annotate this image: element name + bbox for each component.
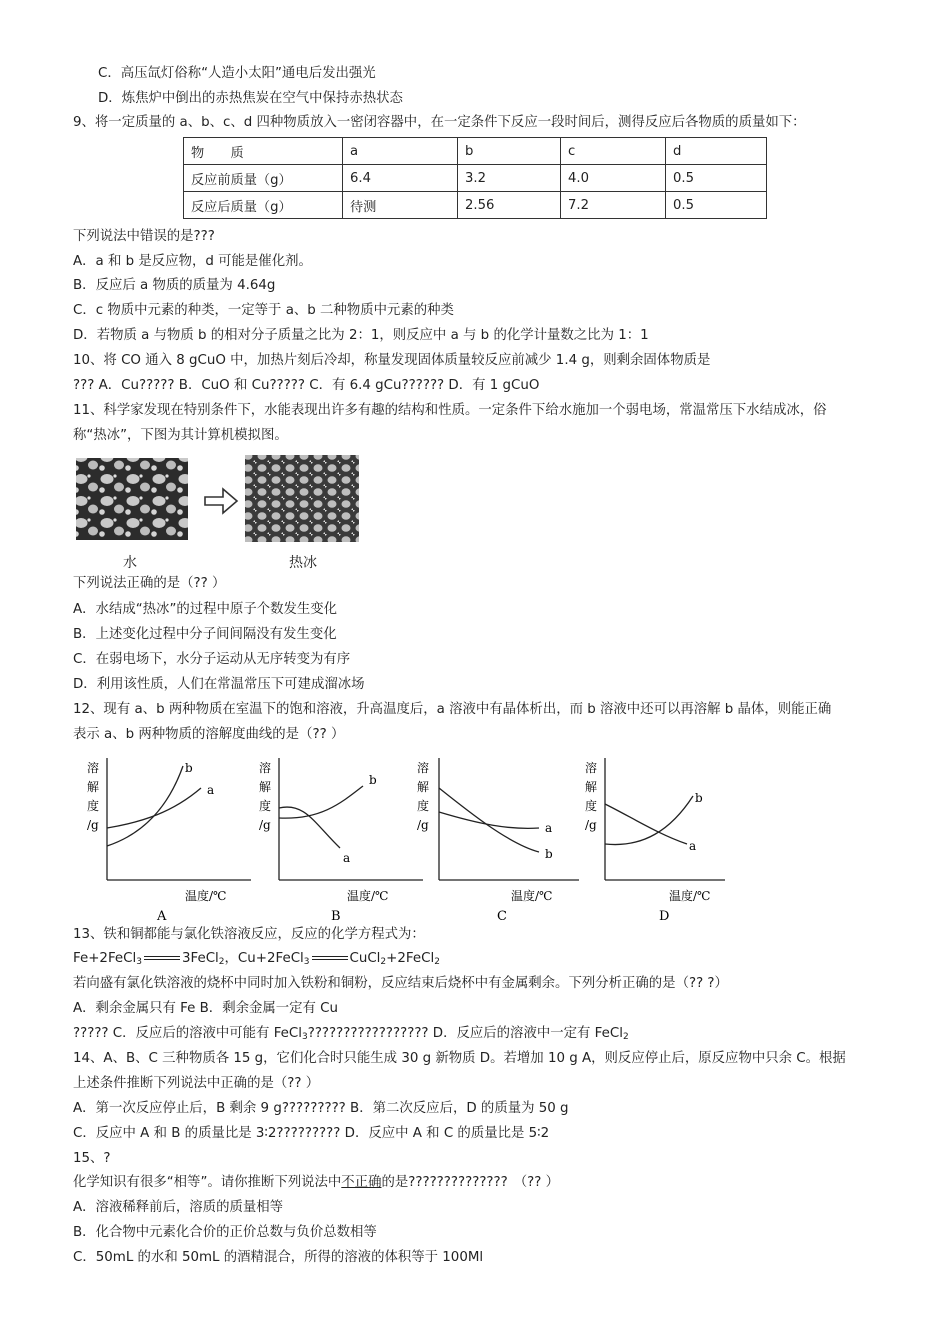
graph-a [87, 758, 251, 924]
q13-stem: 13、铁和铜都能与氯化铁溶液反应，反应的化学方程式为： [73, 927, 425, 942]
equals-sign [144, 956, 180, 960]
eq2-left: Cu+2FeCl [237, 951, 304, 966]
graph-y-label: /g [87, 818, 99, 832]
hot-ice-figure-svg [73, 450, 373, 575]
q13-question: 若向盛有氯化铁溶液的烧杯中同时加入铁粉和铜粉，反应结束后烧杯中有金属剩余。下列分析正确的是（?? ?） [73, 976, 728, 991]
eq1-sub: 2 [218, 957, 225, 967]
graph-y-label: 解 [585, 780, 598, 794]
graph-y-label: 度 [417, 799, 430, 813]
hot-ice-simulation-image [245, 455, 359, 542]
curve-a-label: a [343, 851, 351, 865]
graph-y-label: 溶 [585, 761, 598, 775]
q15-option-c: C．50mL 的水和 50mL 的酒精混合，所得的溶液的体积等于 100Ml [73, 1250, 484, 1265]
arrow-right-icon [205, 489, 237, 513]
q9-option-a: A．a 和 b 是反应物，d 可能是催化剂。 [73, 254, 312, 269]
q9-option-b: B．反应后 a 物质的质量为 4.64g [73, 278, 276, 293]
water-label: 水 [123, 555, 137, 571]
q10-options: ??? A．Cu????? B．CuO 和 Cu????? C．有 6.4 gCu?????? D．有 1 gCuO [73, 378, 540, 393]
q12-stem-line1: 12、现有 a、b 两种物质在室温下的饱和溶液，升高温度后，a 溶液中有晶体析出，而 b 溶液中还可以再溶解 b 晶体，则能正确 [73, 702, 832, 717]
graph-option-label: A [157, 909, 167, 924]
eq1-sub: 3 [136, 957, 142, 967]
q9-option-c: C．c 物质中元素的种类，一定等于 a、b 二种物质中元素的种类 [73, 303, 454, 318]
q9-option-d: D．若物质 a 与物质 b 的相对分子质量之比为 2：1，则反应中 a 与 b 的化学计量数之比为 1：1 [73, 328, 649, 343]
q14-options-cd: C．反应中 A 和 B 的质量比是 3∶2????????? D．反应中 A 和 C 的质量比是 5∶2 [73, 1126, 550, 1141]
table-row [184, 192, 767, 219]
table-cell: 3.2 [458, 165, 561, 192]
curve-a-label: a [689, 839, 697, 853]
q14-stem-line2: 上述条件推断下列说法中正确的是（?? ） [73, 1076, 320, 1091]
table-row [184, 165, 767, 192]
equals-sign [312, 956, 348, 960]
curve-a [279, 807, 340, 848]
curve-b-label: b [369, 773, 377, 787]
graph-x-label: 温度/℃ [185, 889, 227, 903]
table-cell: 0.5 [666, 165, 767, 192]
q11-option-c: C．在弱电场下，水分子运动从无序转变为有序 [73, 652, 351, 667]
curve-b [107, 766, 183, 846]
graph-y-label: 解 [417, 780, 430, 794]
q13-options-cd: ????? C．反应后的溶液中可能有 FeCl$_3$????????????????? D．反应后的溶液中一定有 FeCl$_2$ [73, 1026, 629, 1042]
eq1-left: Fe+2FeCl [73, 951, 137, 966]
solubility-graphs [73, 752, 733, 927]
graph-y-label: 解 [259, 780, 272, 794]
table-cell: 待测 [343, 192, 458, 219]
graph-y-label: /g [259, 818, 271, 832]
q11-option-b: B．上述变化过程中分子间间隔没有发生变化 [73, 627, 337, 642]
eq1-right: 3FeCl [181, 951, 219, 966]
curve-a-label: a [207, 783, 215, 797]
table-header-cell: 物 质 [184, 138, 343, 165]
q8-option-c: C．高压氙灯俗称“人造小太阳”通电后发出强光 [98, 66, 376, 81]
q14-options-ab: A．第一次反应停止后，B 剩余 9 g????????? B．第二次反应后，D 的质量为 50 g [73, 1101, 569, 1116]
q11-option-d: D．利用该性质，人们在常温常压下可建成溜冰场 [73, 677, 365, 692]
q15-stem: 15、? [73, 1151, 111, 1166]
q12-stem-line2: 表示 a、b 两种物质的溶解度曲线的是（?? ） [73, 727, 345, 742]
solubility-graphs-svg [73, 752, 733, 927]
graph-y-label: 解 [87, 780, 100, 794]
q15-intro: 化学知识有很多“相等”。请你推断下列说法中不正确的是?????????????? （?? ） [73, 1175, 560, 1190]
graph-option-label: D [659, 909, 670, 924]
graph-d [585, 758, 725, 924]
q15-option-b: B．化合物中元素化合价的正价总数与负价总数相等 [73, 1225, 377, 1240]
graph-y-label: 度 [87, 799, 100, 813]
q11-stem-line1: 11、科学家发现在特别条件下，水能表现出许多有趣的结构和性质。一定条件下给水施加一个弱电场，常温常压下水结成冰，俗 [73, 403, 827, 418]
curve-a [107, 788, 201, 828]
graph-option-label: C [497, 909, 507, 924]
graph-b [259, 758, 423, 924]
curve-a-label: a [545, 821, 553, 835]
graph-x-label: 温度/℃ [669, 889, 711, 903]
q9-stem: 9、将一定质量的 a、b、c、d 四种物质放入一密闭容器中，在一定条件下反应一段时间后，测得反应后各物质的质量如下： [73, 115, 806, 130]
q14-stem-line1: 14、A、B、C 三种物质各 15 g，它们化合时只能生成 30 g 新物质 D。若增加 10 g A，则反应停止后，原反应物中只余 C。根据 [73, 1051, 846, 1066]
q8-option-d: D．炼焦炉中倒出的赤热焦炭在空气中保持赤热状态 [98, 91, 403, 106]
graph-y-label: 溶 [259, 761, 272, 775]
graph-y-label: 度 [585, 799, 598, 813]
hot-ice-figure [73, 450, 373, 575]
graph-x-label: 温度/℃ [511, 889, 553, 903]
q11-option-a: A．水结成“热冰”的过程中原子个数发生变化 [73, 602, 338, 617]
table-cell: 反应后质量（g） [184, 192, 343, 219]
graph-y-label: 溶 [87, 761, 100, 775]
eq2-sub: 2 [434, 957, 440, 967]
q13-options-ab: A．剩余金属只有 Fe B．剩余金属一定有 Cu [73, 1001, 339, 1016]
eq2-sub: 2 [380, 957, 387, 967]
graph-y-label: /g [417, 818, 429, 832]
underlined-keyword: 不正确 [341, 1175, 382, 1190]
graph-option-label: B [331, 909, 341, 924]
table-header-cell: b [458, 138, 561, 165]
table-cell: 7.2 [561, 192, 666, 219]
curve-b [279, 786, 363, 818]
table-cell: 4.0 [561, 165, 666, 192]
q11-question: 下列说法正确的是（?? ） [73, 576, 226, 591]
table-cell: 6.4 [343, 165, 458, 192]
q15-option-a: A．溶液稀释前后，溶质的质量相等 [73, 1200, 284, 1215]
table-header-cell: d [666, 138, 767, 165]
q9-mass-table [183, 137, 767, 219]
curve-b [605, 796, 693, 845]
graph-y-label: /g [585, 818, 597, 832]
table-header-cell: c [561, 138, 666, 165]
curve-b-label: b [545, 847, 553, 861]
curve-b-label: b [185, 761, 193, 775]
eq2-right: +2FeCl [386, 951, 435, 966]
q10-stem: 10、将 CO 通入 8 gCuO 中，加热片刻后冷却，称量发现固体质量较反应前减少 1.4 g，则剩余固体物质是 [73, 353, 711, 368]
water-simulation-image [76, 458, 188, 540]
q9-question: 下列说法中错误的是??? [73, 229, 215, 244]
curve-b-label: b [695, 791, 703, 805]
graph-c [417, 758, 579, 924]
graph-y-label: 度 [259, 799, 272, 813]
eq2-mid: CuCl [349, 951, 381, 966]
hot-ice-label: 热冰 [289, 555, 317, 571]
table-cell: 0.5 [666, 192, 767, 219]
curve-b [439, 788, 539, 852]
q13-equations: Fe+2FeCl$_3$ 3FeCl$_2$，Cu+2FeCl$_3$ CuCl$_2$+2FeCl$_2$ [73, 951, 440, 967]
table-row [184, 138, 767, 165]
table-cell: 反应前质量（g） [184, 165, 343, 192]
q11-stem-line2: 称“热冰”，下图为其计算机模拟图。 [73, 428, 288, 443]
graph-x-label: 温度/℃ [347, 889, 389, 903]
table-header-cell: a [343, 138, 458, 165]
table-cell: 2.56 [458, 192, 561, 219]
eq2-sub: 3 [303, 957, 310, 967]
graph-y-label: 溶 [417, 761, 430, 775]
